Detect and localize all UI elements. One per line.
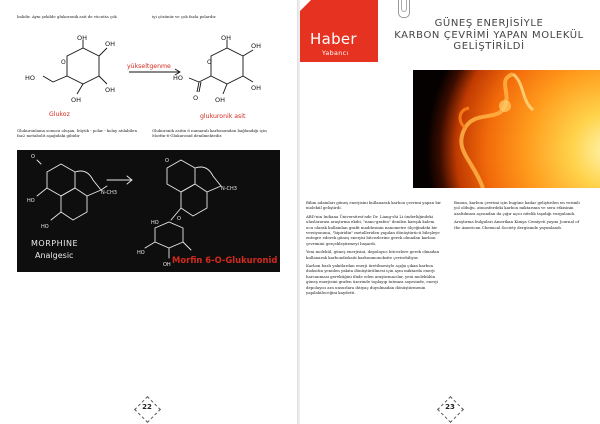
svg-text:OH: OH bbox=[251, 84, 262, 92]
body-column-1-text: Glukuronlama sonucu oluşan, büyük - polar - kolay atılabilen faz2 metabolit aşağıdaki gibidir bbox=[17, 128, 137, 139]
svg-text:O: O bbox=[193, 94, 199, 102]
label-glucose: Glukoz bbox=[49, 111, 70, 118]
svg-text:N-CH3: N-CH3 bbox=[101, 190, 117, 196]
intro-column-1-text: balidir. Aynı şekilde glukoronik asit de vücutta çok bbox=[17, 14, 117, 19]
morphine-glucuronide-label: Morfin 6-O-Glukuronid bbox=[172, 255, 278, 265]
body-column-2-text: Glukuronik asitin 6 numaralı karbonundan bağlandığı için Morfin-6-Glukuronid denilmektedir. bbox=[152, 128, 267, 139]
page-number-left-text: 22 bbox=[142, 403, 152, 411]
paperclip-icon bbox=[398, 0, 410, 18]
svg-text:OH: OH bbox=[221, 34, 232, 42]
article-title-line-3: GELİŞTİRİLDİ bbox=[453, 41, 525, 52]
svg-text:O: O bbox=[177, 216, 181, 222]
article-col1-paragraph: ABD'nin Indiana Üniversitesi'nde Dr. Liang-shi Li önderliğindeki uluslararası araştırma ekibi, "nano-grafen" denilen karışık kalem ucu olarak kullanılan grafit maddesinin nanometre ölçeğindeki bir versiyonunu, "bipiridin" metalleriden yapılan dönüştürücü bileşleye entegre ederek güneş enerjisi bitcezlerine gerek olmadan karbon çevrimini gerçekleştirmeyi başardı. bbox=[306, 213, 440, 246]
label-oxidation: yükseltgenme bbox=[127, 63, 171, 70]
article-col1-paragraph: Bilim adamları güneş enerjisini kullanarak karbon çevrimi yapan bir molekül geliştirdi. bbox=[306, 200, 441, 211]
svg-text:N-CH3: N-CH3 bbox=[221, 186, 237, 192]
svg-text:HO: HO bbox=[137, 250, 145, 256]
svg-text:OH: OH bbox=[71, 96, 82, 104]
badge-title: Haber bbox=[310, 30, 357, 48]
sun-flare-image bbox=[413, 70, 600, 188]
page-fold-icon bbox=[300, 0, 311, 11]
article-col1-paragraph: Yeni molekül, güneş enerjisini, depolayıcı bitcezlere gerek olmadan kullanarak karbondioksiti karbonmonoksite çevirebiliyor. bbox=[306, 249, 440, 260]
article-column-1 bbox=[306, 200, 441, 299]
svg-text:HO: HO bbox=[151, 220, 159, 226]
svg-text:HO: HO bbox=[173, 74, 184, 82]
svg-text:O: O bbox=[165, 158, 169, 164]
article-title-line-1: GÜNEŞ ENERJİSİYLE bbox=[434, 18, 544, 29]
article-col2-paragraph: Bunun, karbon çevrimi için bugüne kadar geliştirilen en verimli yol olduğu, atmosferdeki karbon miktarının ve sera etkisinin azaltılması açısından da çığır açıcı nitelik taşıdığı vurgulandı. bbox=[454, 200, 580, 216]
intro-column-1 bbox=[17, 14, 139, 19]
svg-text:O: O bbox=[31, 154, 35, 160]
body-column-2 bbox=[152, 128, 282, 139]
svg-text:OH: OH bbox=[251, 42, 262, 50]
svg-text:HO: HO bbox=[27, 198, 35, 204]
morphine-chalkboard-image bbox=[17, 150, 280, 272]
svg-text:OH: OH bbox=[77, 34, 88, 42]
glucuronic-acid-ring bbox=[211, 48, 243, 84]
body-column-1 bbox=[17, 128, 142, 139]
article-column-2 bbox=[454, 200, 584, 233]
page-number-right bbox=[437, 396, 463, 422]
svg-text:OH: OH bbox=[163, 262, 171, 268]
intro-column-2-text: iyi çözünür ve çok fazla polardır. bbox=[152, 14, 217, 19]
article-title-line-2: KARBON ÇEVRİMİ YAPAN MOLEKÜL bbox=[394, 29, 584, 41]
glucose-ring bbox=[67, 48, 99, 84]
svg-text:O: O bbox=[207, 59, 212, 66]
board-analgesic-text: Analgesic bbox=[35, 251, 74, 260]
svg-text:OH: OH bbox=[215, 96, 226, 104]
page-number-left bbox=[134, 396, 160, 422]
article-col2-paragraph: Araştırma bulguları Amerikan Kimya Cemiyeti yayını Journal of the American Chemical Society dergisinde yayımlandı. bbox=[454, 219, 580, 230]
article-col1-paragraph: Karbon bazlı yakıtlardan enerji üretilmesiyle açığa çıkan karbon dioksitin yeniden yakıta dönüştürülmesi için aynı miktarda enerji harcanması gerektiğini ifade eden araştırmacılar, yeni molekülün güneş enerjisini grafen üzerinde toplayıp tutması sayesinde, enerji depolayıcı ara unsurlara ihtiyaç duyulmadan dönüştürmenin yapılabileceğini kaydetti. bbox=[306, 263, 438, 296]
svg-text:HO: HO bbox=[25, 74, 36, 82]
board-morphine-text: MORPHINE bbox=[31, 239, 78, 248]
svg-text:O: O bbox=[61, 59, 66, 66]
svg-text:HO: HO bbox=[41, 224, 49, 230]
badge-subtitle: Yabancı bbox=[322, 50, 349, 57]
page-number-right-text: 23 bbox=[445, 403, 455, 411]
label-glucuronic-acid: glukuronik asit bbox=[200, 113, 246, 120]
left-page bbox=[0, 0, 298, 424]
news-badge bbox=[300, 0, 378, 62]
svg-text:OH: OH bbox=[105, 40, 116, 48]
svg-text:OH: OH bbox=[105, 86, 116, 94]
article-title bbox=[378, 18, 600, 53]
intro-column-2 bbox=[152, 14, 282, 19]
